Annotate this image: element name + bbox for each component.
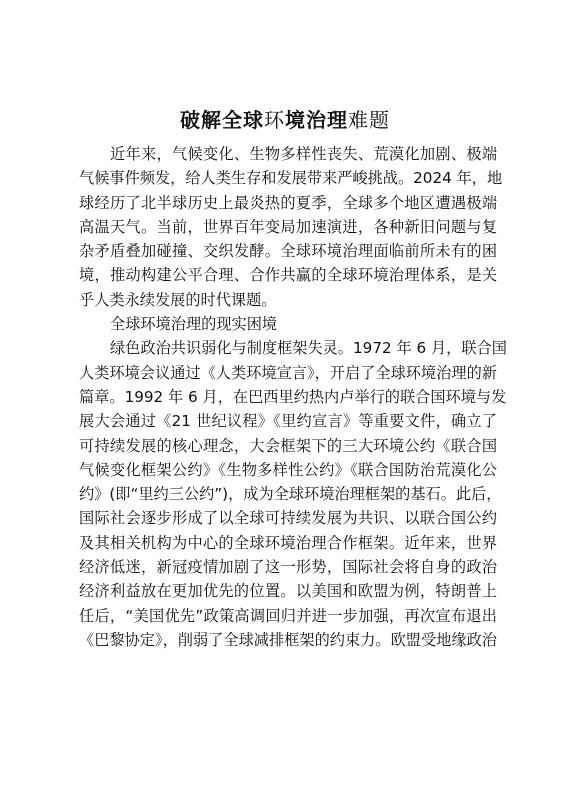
- text-line: 气候变化框架公约》《生物多样性公约》《联合国防治荒漠化公: [79, 460, 497, 479]
- text-line: 绿色政治共识弱化与制度框架失灵。1972 年 6 月，联合国: [110, 339, 507, 358]
- text-line: 杂矛盾叠加碰撞、交织发酵。全球环境治理面临前所未有的困: [79, 242, 497, 261]
- text-line: 及其相关机构为中心的全球环境治理合作框架。近年来，世界: [79, 533, 497, 552]
- text-line: 境，推动构建公平合理、合作共赢的全球环境治理体系，是关: [79, 266, 497, 285]
- article-title: [0, 106, 570, 134]
- text-line: 经济利益放在更加优先的位置。以美国和欧盟为例，特朗普上: [79, 582, 497, 601]
- title-part: 环: [264, 108, 285, 132]
- article-body: [79, 142, 507, 652]
- text-line: 球经历了北半球历史上最炎热的夏季，全球多个地区遭遇极端: [79, 193, 497, 212]
- text-line: 可持续发展的核心理念，大会框架下的三大环境公约《联合国: [79, 436, 497, 455]
- text-line: 篇章。1992 年 6 月，在巴西里约热内卢举行的联合国环境与发: [79, 387, 507, 406]
- title-part: 难题: [348, 108, 390, 132]
- text-line: 任后，“美国优先”政策高调回归并进一步加强，再次宣布退出: [79, 606, 497, 625]
- text-line: 《巴黎协定》，削弱了全球减排框架的约束力。欧盟受地缘政治: [79, 630, 497, 649]
- text-line: 展大会通过《21 世纪议程》《里约宣言》等重要文件，确立了: [79, 412, 497, 431]
- text-line: 近年来，气候变化、生物多样性丧失、荒漠化加剧、极端: [110, 145, 497, 163]
- title-part: 破解全球: [180, 108, 264, 132]
- text-line: 人类环境会议通过《人类环境宣言》，开启了全球环境治理的新: [79, 363, 497, 382]
- text-line: 高温天气。当前，世界百年变局加速演进，各种新旧问题与复: [79, 217, 497, 236]
- text-line: 经济低迷，新冠疫情加剧了这一形势，国际社会将自身的政治: [79, 558, 497, 577]
- text-line: 全球环境治理的现实困境: [110, 315, 278, 334]
- section-heading: [79, 312, 497, 336]
- text-line: 气候事件频发，给人类生存和发展带来严峻挑战。2024 年，地: [79, 169, 503, 188]
- title-part: 境治理: [285, 108, 348, 132]
- paragraph: [79, 142, 503, 312]
- paragraph: [79, 336, 507, 652]
- text-line: 乎人类永续发展的时代课题。: [79, 290, 277, 309]
- text-line: 约》(即“里约三公约”)，成为全球环境治理框架的基石。此后，: [79, 485, 502, 504]
- text-line: 国际社会逐步形成了以全球可持续发展为共识、以联合国公约: [79, 509, 497, 528]
